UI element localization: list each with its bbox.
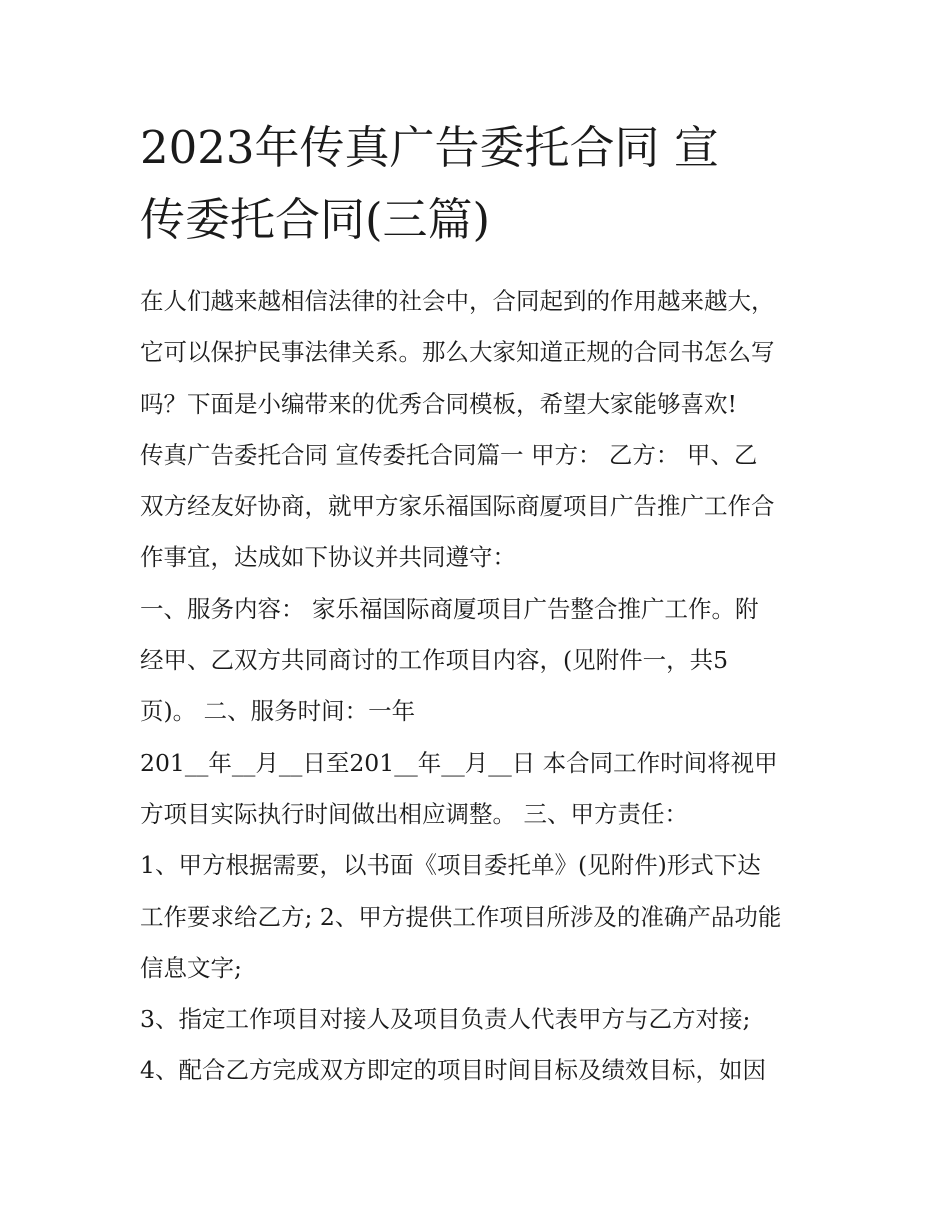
body-line: 经甲、乙双方共同商讨的工作项目内容，(见附件一，共5 [140, 646, 729, 675]
body-line: 传真广告委托合同 宣传委托合同篇一 甲方： 乙方： 甲、乙 [140, 440, 758, 469]
body-line: 在人们越来越相信法律的社会中，合同起到的作用越来越大， [140, 287, 775, 315]
body-line: 3、指定工作项目对接人及项目负责人代表甲方与乙方对接; [140, 1005, 751, 1034]
body-line: 作事宜，达成如下协议并共同遵守： [140, 543, 516, 572]
body-line: 201__年__月__日至201__年__月__日 本合同工作时间将视甲 [140, 748, 778, 777]
title-line: 2023年传真广告委托合同 宣 [140, 121, 719, 174]
title-line: 传委托合同(三篇) [140, 193, 491, 246]
body-line: 页)。 二、服务时间：一年 [140, 697, 416, 726]
body-line: 吗？下面是小编带来的优秀合同模板，希望大家能够喜欢! [140, 389, 737, 418]
document-title [140, 112, 820, 256]
document-body [140, 276, 830, 1097]
body-line: 信息文字; [140, 953, 242, 982]
body-line: 它可以保护民事法律关系。那么大家知道正规的合同书怎么写 [140, 338, 775, 367]
body-line: 1、甲方根据需要，以书面《项目委托单》(见附件)形式下达 [140, 851, 761, 880]
body-line: 4、配合乙方完成双方即定的项目时间目标及绩效目标，如因 [140, 1056, 766, 1085]
body-line: 双方经友好协商，就甲方家乐福国际商厦项目广告推广工作合 [140, 492, 775, 521]
body-line: 工作要求给乙方; 2、甲方提供工作项目所涉及的准确产品功能 [140, 902, 782, 931]
body-line: 一、服务内容： 家乐福国际商厦项目广告整合推广工作。附 [140, 594, 759, 623]
body-line: 方项目实际执行时间做出相应调整。 三、甲方责任： [140, 799, 688, 828]
